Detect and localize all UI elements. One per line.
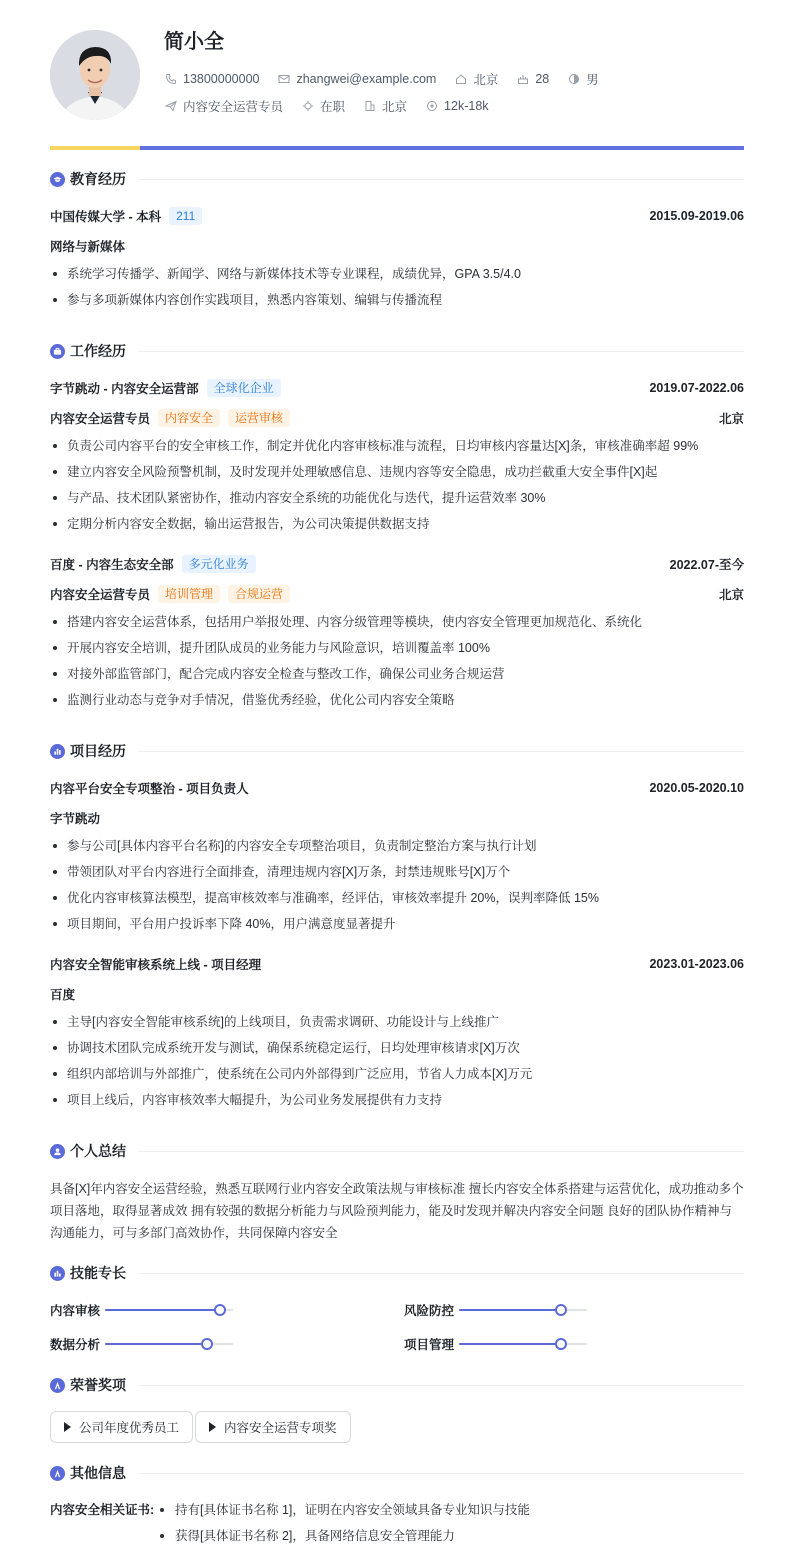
- building-icon: [363, 100, 376, 113]
- skill-bar: [459, 1309, 587, 1311]
- home-icon: [454, 73, 467, 86]
- role-tag: 培训管理: [158, 585, 220, 603]
- award-item: [50, 1411, 193, 1443]
- list-item: 系统学习传播学、新闻学、网络与新媒体技术等专业课程，成绩优异，GPA 3.5/4.0: [50, 264, 744, 290]
- list-item: 获得[具体证书名称 2]，具备网络信息安全管理能力: [157, 1526, 530, 1552]
- location-item: [454, 70, 498, 88]
- work-period: 2022.07-至今: [669, 558, 744, 572]
- work-city: 北京: [718, 412, 744, 426]
- skill-bar: [105, 1343, 233, 1345]
- role-name: 内容安全运营专员: [50, 412, 151, 426]
- project-org: 百度: [50, 988, 76, 1002]
- play-icon: [64, 1422, 71, 1432]
- play-icon: [209, 1422, 216, 1432]
- school-tag: 211: [169, 207, 202, 225]
- skill-name: 项目管理: [404, 1338, 455, 1352]
- education-period: 2015.09-2019.06: [649, 209, 744, 223]
- skill-bar-fill: [105, 1343, 207, 1345]
- company-tag: 多元化业务: [182, 555, 256, 573]
- section-rule: [138, 1385, 744, 1386]
- section-rule: [138, 351, 744, 352]
- gender-icon: [567, 73, 580, 86]
- education-header: [50, 207, 744, 225]
- medal-icon: [50, 1378, 65, 1393]
- project-2-header: [50, 955, 744, 973]
- header-divider: [50, 146, 744, 150]
- company-name: 百度 - 内容生态安全部: [50, 558, 174, 572]
- candidate-name: 简小全: [164, 31, 224, 53]
- major-name: 网络与新媒体: [50, 240, 126, 254]
- project-1-org-row: [50, 809, 744, 827]
- status-text: 在职: [320, 100, 346, 114]
- role-tag: 内容安全: [158, 409, 220, 427]
- project-1-header: [50, 779, 744, 797]
- section-heading: 项目经历: [70, 743, 126, 759]
- skill-bar: [105, 1309, 233, 1311]
- city-item: [363, 97, 407, 115]
- list-item: 优化内容审核算法模型，提高审核效率与准确率，经评估，审核效率提升 20%，误判率降低 15%: [50, 888, 744, 914]
- summary-text: 具备[X]年内容安全运营经验，熟悉互联网行业内容安全政策法规与审核标准 擅长内容安全体系搭建与运营优化，成功推动多个项目落地，取得显著成效 拥有较强的数据分析能力与风险预判能力，能及时发现并解决内容安全问题 良好的团队协作精神与沟通能力，可与多部门高效协作，共同保障内容安全: [50, 1182, 744, 1240]
- skill-name: 数据分析: [50, 1338, 101, 1352]
- project-1-bullets: [50, 836, 744, 940]
- mail-icon: [277, 73, 290, 86]
- list-item: 协调技术团队完成系统开发与测试，确保系统稳定运行，日均处理审核请求[X]万次: [50, 1038, 744, 1064]
- bar-chart-icon: [50, 744, 65, 759]
- avatar-photo-icon: [50, 30, 140, 120]
- list-item: 对接外部监管部门，配合完成内容安全检查与整改工作，确保公司业务合规运营: [50, 664, 744, 690]
- project-period: 2023.01-2023.06: [649, 957, 744, 971]
- education-bullets: [50, 264, 744, 316]
- list-item: 持有[具体证书名称 1]，证明在内容安全领域具备专业知识与技能: [157, 1500, 530, 1526]
- work-period: 2019.07-2022.06: [649, 381, 744, 395]
- education-major-row: [50, 237, 744, 255]
- project-2-bullets: [50, 1012, 744, 1116]
- project-org: 字节跳动: [50, 812, 101, 826]
- skill-bar-knob: [555, 1304, 567, 1316]
- section-heading: 荣誉奖项: [70, 1377, 126, 1393]
- cake-icon: [516, 73, 529, 86]
- education-section-title: [50, 170, 744, 188]
- role-name: 内容安全运营专员: [50, 588, 151, 602]
- position-text: 内容安全运营专员: [183, 100, 284, 114]
- location-text: 北京: [473, 73, 499, 87]
- list-item: 项目期间，平台用户投诉率下降 40%，用户满意度显著提升: [50, 914, 744, 940]
- work-section-title: [50, 342, 744, 360]
- project-title: 内容平台安全专项整治 - 项目负责人: [50, 782, 249, 796]
- contact-row: [164, 70, 617, 88]
- certificates-list: [157, 1500, 530, 1552]
- list-item: 参与公司[具体内容平台名称]的内容安全专项整治项目，负责制定整治方案与执行计划: [50, 836, 744, 862]
- list-item: 监测行业动态与竞争对手情况，借鉴优秀经验，优化公司内容安全策略: [50, 690, 744, 716]
- skill-item: [50, 1301, 233, 1319]
- email-item: [277, 72, 436, 86]
- summary-section-title: [50, 1142, 744, 1160]
- list-item: 项目上线后，内容审核效率大幅提升，为公司业务发展提供有力支持: [50, 1090, 744, 1116]
- company-tag: 全球化企业: [207, 379, 281, 397]
- project-period: 2020.05-2020.10: [649, 781, 744, 795]
- list-item: 负责公司内容平台的安全审核工作，制定并优化内容审核标准与流程，日均审核内容量达[X]条，审核准确率超 99%: [50, 436, 744, 462]
- section-rule: [138, 1151, 744, 1152]
- user-icon: [50, 1144, 65, 1159]
- skill-bar-fill: [459, 1309, 561, 1311]
- gender-text: 男: [586, 73, 599, 87]
- list-item: 建立内容安全风险预警机制，及时发现并处理敏感信息、违规内容等安全隐患，成功拦截重大安全事件[X]起: [50, 462, 744, 488]
- skill-bar-knob: [201, 1338, 213, 1350]
- section-heading: 其他信息: [70, 1465, 126, 1481]
- position-item: [164, 97, 283, 115]
- work-2-bullets: [50, 612, 744, 716]
- status-item: [301, 97, 345, 115]
- work-2-header: [50, 555, 744, 573]
- award-label: 内容安全运营专项奖: [224, 1421, 337, 1435]
- skill-bar-fill: [105, 1309, 220, 1311]
- skill-bar-knob: [214, 1304, 226, 1316]
- certificates-label: 内容安全相关证书:: [50, 1503, 155, 1517]
- age-item: [516, 72, 549, 86]
- list-item: 参与多项新媒体内容创作实践项目，熟悉内容策划、编辑与传播流程: [50, 290, 744, 316]
- section-heading: 个人总结: [70, 1143, 126, 1159]
- status-icon: [301, 100, 314, 113]
- list-item: 开展内容安全培训，提升团队成员的业务能力与风险意识，培训覆盖率 100%: [50, 638, 744, 664]
- age-text: 28: [535, 72, 550, 86]
- skill-bar: [459, 1343, 587, 1345]
- section-rule: [138, 1273, 744, 1274]
- list-item: 定期分析内容安全数据，输出运营报告，为公司决策提供数据支持: [50, 514, 744, 540]
- salary-icon: [425, 100, 438, 113]
- role-tag: 运营审核: [228, 409, 290, 427]
- section-heading: 技能专长: [70, 1265, 126, 1281]
- list-item: 搭建内容安全运营体系，包括用户举报处理、内容分级管理等模块，使内容安全管理更加规范化、系统化: [50, 612, 744, 638]
- work-1-bullets: [50, 436, 744, 540]
- briefcase-icon: [50, 344, 65, 359]
- skills-section-title: [50, 1264, 744, 1282]
- project-title: 内容安全智能审核系统上线 - 项目经理: [50, 958, 262, 972]
- gender-item: [567, 70, 599, 88]
- section-rule: [138, 179, 744, 180]
- job-intent-row: [164, 97, 507, 115]
- city-text: 北京: [382, 100, 408, 114]
- work-1-role: [50, 409, 744, 427]
- list-item: 带领团队对平台内容进行全面排查，清理违规内容[X]万条，封禁违规账号[X]万个: [50, 862, 744, 888]
- divider-highlight: [50, 146, 140, 150]
- list-item: 与产品、技术团队紧密协作，推动内容安全系统的功能优化与迭代，提升运营效率 30%: [50, 488, 744, 514]
- skill-name: 内容审核: [50, 1304, 101, 1318]
- list-item: 组织内部培训与外部推广，使系统在公司内外部得到广泛应用，节省人力成本[X]万元: [50, 1064, 744, 1090]
- phone-item: [164, 72, 259, 86]
- salary-text: 12k-18k: [444, 99, 489, 113]
- project-2-org-row: [50, 985, 744, 1003]
- skill-item: [404, 1301, 587, 1319]
- salary-item: [425, 99, 488, 113]
- projects-section-title: [50, 742, 744, 760]
- info-icon: [50, 1466, 65, 1481]
- award-item: [195, 1411, 351, 1443]
- graduation-cap-icon: [50, 172, 65, 187]
- section-heading: 工作经历: [70, 343, 126, 359]
- school-name: 中国传媒大学 - 本科: [50, 210, 162, 224]
- role-tag: 合规运营: [228, 585, 290, 603]
- section-heading: 教育经历: [70, 171, 126, 187]
- section-rule: [138, 751, 744, 752]
- avatar: [50, 30, 140, 120]
- work-city: 北京: [718, 588, 744, 602]
- skill-bar-knob: [555, 1338, 567, 1350]
- email-text: zhangwei@example.com: [296, 72, 437, 86]
- phone-text: 13800000000: [183, 72, 260, 86]
- work-1-header: [50, 379, 744, 397]
- company-name: 字节跳动 - 内容安全运营部: [50, 382, 199, 396]
- section-rule: [138, 1473, 744, 1474]
- work-2-role: [50, 585, 744, 603]
- skill-bar-fill: [459, 1343, 561, 1345]
- profile-header: [50, 30, 744, 120]
- chart-icon: [50, 1266, 65, 1281]
- award-label: 公司年度优秀员工: [79, 1421, 180, 1435]
- other-section-title: [50, 1464, 744, 1482]
- awards-section-title: [50, 1376, 744, 1394]
- skill-name: 风险防控: [404, 1304, 455, 1318]
- skill-item: [50, 1335, 233, 1353]
- phone-icon: [164, 73, 177, 86]
- skill-item: [404, 1335, 587, 1353]
- send-icon: [164, 100, 177, 113]
- list-item: 主导[内容安全智能审核系统]的上线项目，负责需求调研、功能设计与上线推广: [50, 1012, 744, 1038]
